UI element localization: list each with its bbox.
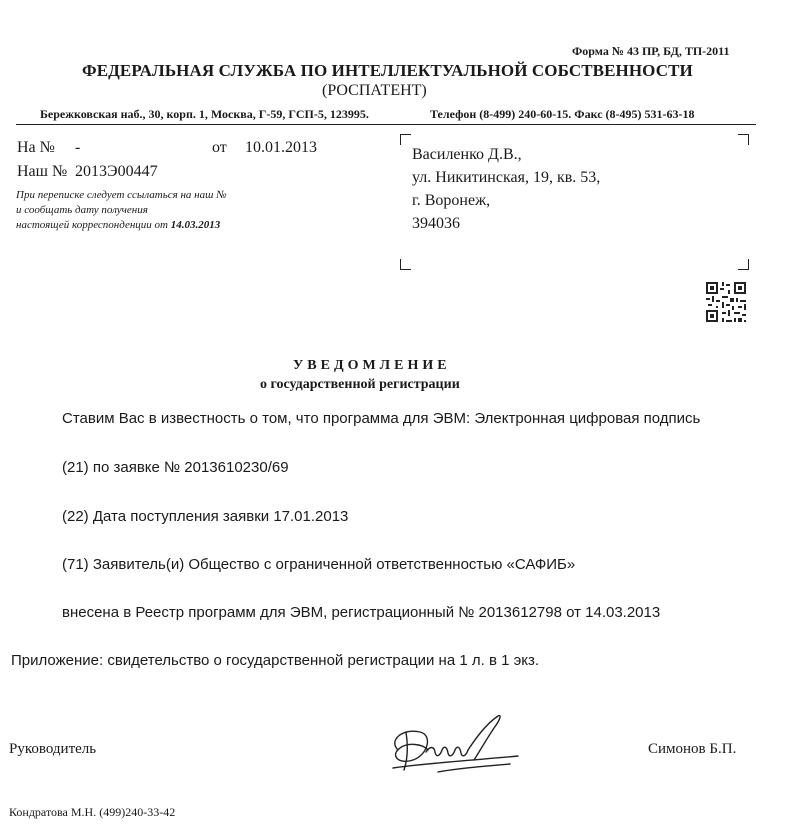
application-number: (21) по заявке № 2013610230/69 <box>62 459 289 476</box>
handwritten-signature <box>378 710 528 780</box>
notice-title: УВЕДОМЛЕНИЕ <box>293 358 451 373</box>
ref-date-label: от <box>212 139 227 156</box>
address-corner-bottom-right <box>738 259 749 270</box>
recipient-postal-code: 394036 <box>412 215 460 232</box>
notice-subtitle: о государственной регистрации <box>260 377 460 392</box>
application-receipt-date: (22) Дата поступления заявки 17.01.2013 <box>62 508 349 525</box>
agency-short-name: (РОСПАТЕНТ) <box>322 82 427 99</box>
correspondence-note-line2: и сообщать дату получения <box>16 204 148 216</box>
agency-address: Бережковская наб., 30, корп. 1, Москва, Г-59, ГСП-5, 123995. <box>40 107 369 121</box>
ref-date-value: 10.01.2013 <box>245 139 317 156</box>
agency-phone: Телефон (8-499) 240-60-15. Факс (8-495) 531-63-18 <box>430 107 695 121</box>
address-corner-top-right <box>738 134 749 145</box>
contact-person: Кондратова М.Н. (499)240-33-42 <box>9 805 176 819</box>
qr-code-icon <box>704 280 748 324</box>
your-ref-label: На № <box>17 139 55 156</box>
applicant: (71) Заявитель(и) Общество с ограниченной ответственностью «САФИБ» <box>62 556 576 573</box>
recipient-street: ул. Никитинская, 19, кв. 53, <box>412 169 601 186</box>
registration-statement: внесена в Реестр программ для ЭВМ, регистрационный № 2013612798 от 14.03.2013 <box>62 604 661 621</box>
signer-name: Симонов Б.П. <box>648 741 737 757</box>
form-number: Форма № 43 ПР, БД, ТП-2011 <box>572 44 730 58</box>
address-corner-top-left <box>400 134 411 145</box>
our-ref-value: 2013Э00447 <box>75 163 158 180</box>
our-ref-label: Наш № <box>17 163 68 180</box>
signatory-role: Руководитель <box>9 741 97 757</box>
notice-intro: Ставим Вас в известность о том, что программа для ЭВМ: Электронная цифровая подпись <box>62 410 701 427</box>
correspondence-note-line1: При переписке следует ссылаться на наш № <box>16 189 227 201</box>
agency-name: ФЕДЕРАЛЬНАЯ СЛУЖБА ПО ИНТЕЛЛЕКТУАЛЬНОЙ СОБСТВЕННОСТИ <box>82 61 693 80</box>
correspondence-note-line3 <box>16 219 220 231</box>
recipient-name: Василенко Д.В., <box>412 146 522 163</box>
correspondence-note-prefix: настоящей корреспонденции от <box>16 219 168 231</box>
your-ref-value: - <box>75 139 81 156</box>
correspondence-note-date: 14.03.2013 <box>170 219 221 231</box>
attachment-note: Приложение: свидетельство о государственной регистрации на 1 л. в 1 экз. <box>11 652 540 669</box>
header-divider <box>16 124 756 125</box>
address-corner-bottom-left <box>400 259 411 270</box>
recipient-city: г. Воронеж, <box>412 192 491 209</box>
